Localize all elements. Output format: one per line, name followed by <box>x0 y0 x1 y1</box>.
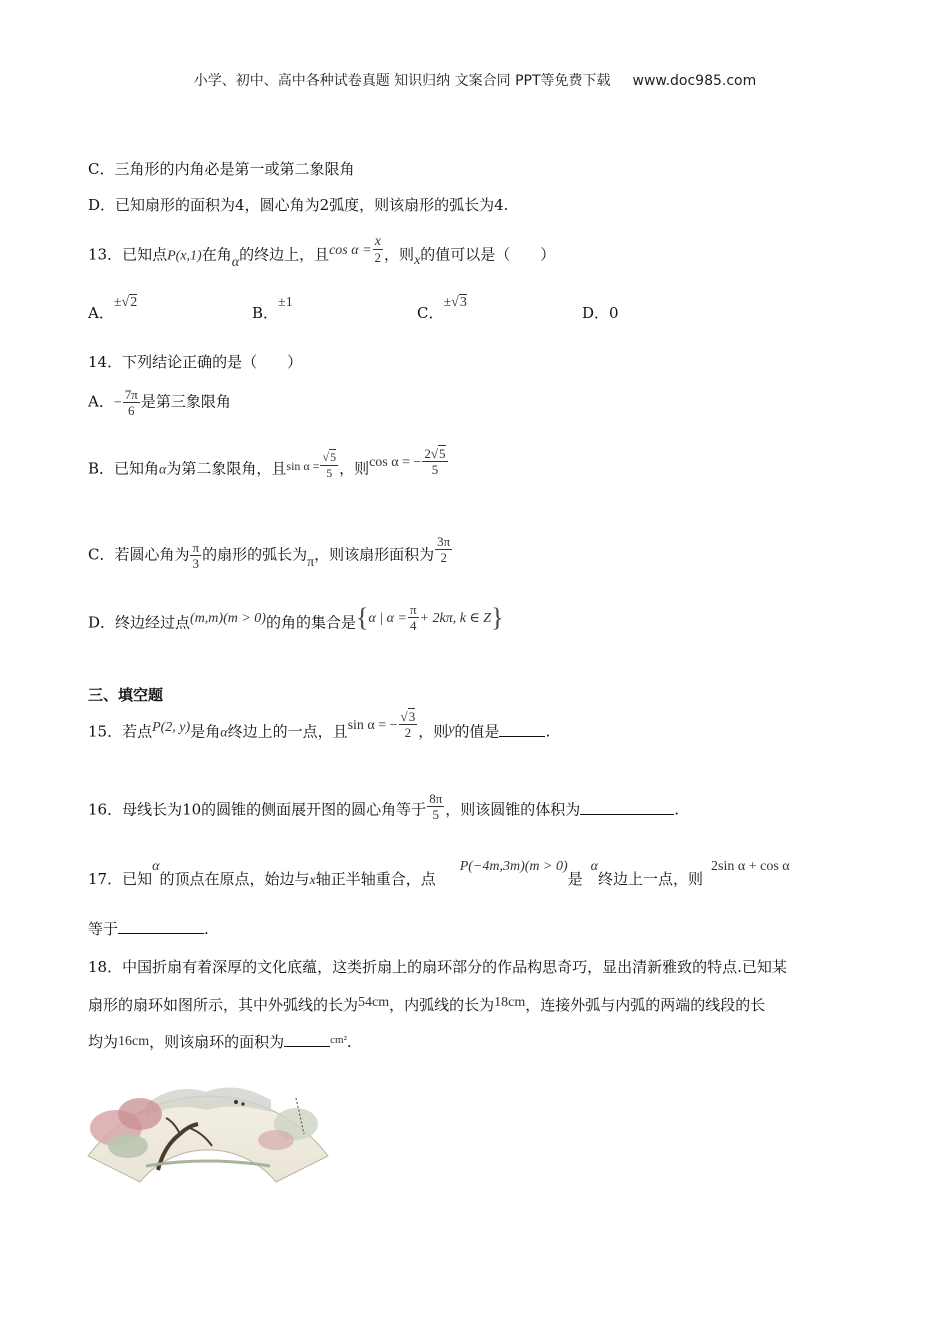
q16: 16．母线长为10的圆锥的侧面展开图的圆心角等于 $\frac{8\pi}{5}$ ，则该圆锥的体积为 . <box>88 791 680 822</box>
q13-fraction: $\frac{x}{2}$ <box>374 234 382 265</box>
q14-option-c: C．若圆心角为 $\frac{\pi}{3}$ 的扇形的弧长为π，则该扇形面积为 $\frac{3\pi}{2}$ <box>88 534 451 571</box>
q17-line2: 等于 . <box>88 920 209 938</box>
q12-option-c: C．三角形的内角必是第一或第二象限角 <box>88 160 355 178</box>
q17-line1: 17．已知α的顶点在原点，始边与x轴正半轴重合，点P(−4m,3m)(m > 0)是α终边上一点，则2sin α + cos α <box>88 859 790 888</box>
q18-line2: 扇形的扇环如图所示，其中外弧线的长为54cm，内弧线的长为18cm，连接外弧与内弧的两端的线段的长 <box>88 995 766 1014</box>
q13-option-c: C．±√3 <box>417 295 467 322</box>
q18-line3: 均为16cm，则该扇环的面积为 $^{cm^2}$. <box>88 1033 352 1051</box>
q13-option-d: D．0 <box>582 304 619 322</box>
header-text: 小学、初中、高中各种试卷真题 知识归纳 文案合同 PPT等免费下载 <box>193 73 611 89</box>
q14a-fraction: $\frac{7\pi}{6}$ <box>124 387 138 418</box>
q17-answer-blank[interactable] <box>118 918 204 934</box>
q13-option-b: B．±1 <box>252 295 293 322</box>
q14-option-d: D．终边经过点(m,m)(m > 0)的角的集合是{α | α = $\frac{\pi}{4}$ + 2kπ, k ∈ Z} <box>88 602 504 633</box>
q12-option-d: D．已知扇形的面积为4，圆心角为2弧度，则该扇形的弧长为4. <box>88 196 509 214</box>
q16-answer-blank[interactable] <box>580 799 674 815</box>
q14-stem: 14．下列结论正确的是（ ） <box>88 353 303 371</box>
q13-option-a: A．±√2 <box>88 295 138 322</box>
q13-stem: 13．已知点P(x,1)在角α的终边上，且cos α = $\frac{x}{2}$ ，则x的值可以是（ ） <box>88 234 556 270</box>
section-title-fill-blank: 三、填空题 <box>88 686 164 704</box>
q15-answer-blank[interactable] <box>499 721 545 737</box>
q15: 15．若点P(2, y)是角α终边上的一点，且sin α = − $\frac{√3}{2}$ ，则y的值是 . <box>88 709 551 741</box>
page-header <box>0 70 950 90</box>
q18-line1: 18．中国折扇有着深厚的文化底蕴，这类折扇上的扇环部分的作品构思奇巧，显出清新雅致的特点.已知某 <box>88 958 787 976</box>
header-site: www.doc985.com <box>632 73 757 89</box>
q18-answer-blank[interactable] <box>284 1031 330 1047</box>
folding-fan-image <box>86 1062 330 1184</box>
q14-option-b: B．已知角α为第二象限角，且$^{sin \alpha =}$ $\frac{√5}{5}$ ，则cos α = − $\frac{2√5}{5}$ <box>88 446 446 480</box>
q14-option-a: A．− $\frac{7\pi}{6}$ 是第三象限角 <box>88 387 231 418</box>
